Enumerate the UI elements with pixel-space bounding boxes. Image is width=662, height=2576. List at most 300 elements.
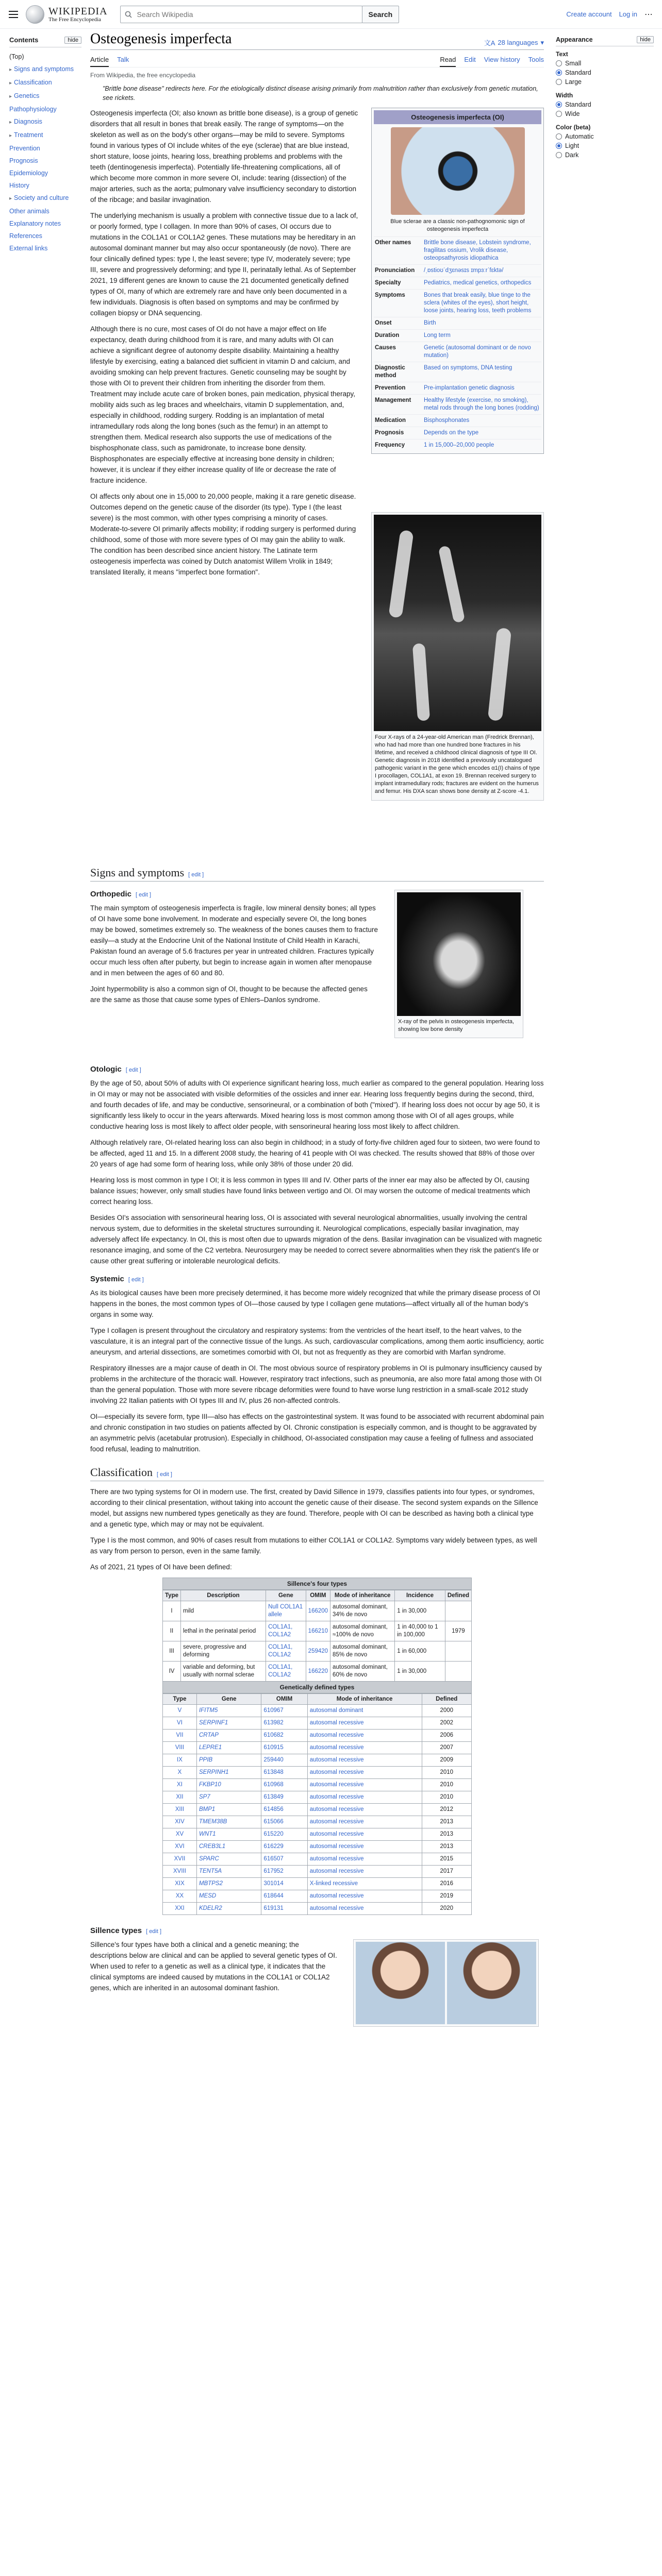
- table-cell-mode[interactable]: autosomal recessive: [307, 1903, 422, 1915]
- color-group: Color (beta) Automatic Light Dark: [556, 124, 654, 159]
- logo-wordmark: WIKIPEDIA: [48, 5, 108, 17]
- infobox-caption: Blue sclerae are a classic non-pathognomonic sign of osteogenesis imperfecta: [390, 218, 525, 232]
- table-cell-mode[interactable]: autosomal dominant: [307, 1705, 422, 1717]
- table-cell-gene[interactable]: TMEM38B: [196, 1816, 261, 1828]
- table-cell-omim[interactable]: 166200: [306, 1601, 330, 1621]
- toc-link[interactable]: Signs and symptoms: [14, 65, 74, 73]
- infobox-row: [374, 439, 541, 451]
- table-cell-mode: autosomal dominant, ≈100% de novo: [330, 1621, 395, 1641]
- table-cell-type: III: [163, 1641, 181, 1662]
- toc-item[interactable]: [9, 167, 81, 179]
- toc-link[interactable]: Explanatory notes: [9, 220, 61, 227]
- radio-icon[interactable]: [556, 101, 562, 108]
- sillence-types-paragraph: Sillence's four types have both a clinical and a genetic meaning; the descriptions below are clinical and can be applied to several genetic types of OI. When used to refer to a genetic as well as a clinical type, it indicates that the clinical symptoms are indeed caused by mutations in the COL1A1 or COL1A2 genes, which are inherited in an autosomal dominant fashion.: [90, 1941, 337, 1992]
- table-cell-omim[interactable]: 613982: [261, 1717, 307, 1730]
- xray-caption: Four X-rays of a 24-year-old American man (Fredrick Brennan), who had had more than one hundred bone fractures in his lifetime, and received a childhood clinical diagnosis of type III OI. Genetic diagnosis in 2018 identified a previously uncatalogued pathogenic variant in the gene which encodes α1(I) chains of type I procollagen, COL1A1, at exon 19. Brennan received surgery to implant intramedullary rods; fractures are evident on the humerus and femur. His DXA scan shows bone density at Z-score -4.1.: [375, 734, 540, 794]
- table-cell-mode[interactable]: X-linked recessive: [307, 1878, 422, 1890]
- chevron-right-icon[interactable]: ▸: [9, 80, 12, 86]
- table-row: [163, 1730, 472, 1742]
- radio-option[interactable]: [556, 69, 654, 76]
- main-menu-icon[interactable]: [5, 6, 22, 23]
- toc-item[interactable]: [9, 103, 81, 115]
- table-cell-mode[interactable]: autosomal recessive: [307, 1841, 422, 1853]
- table-caption: Genetically defined types: [162, 1681, 472, 1693]
- table-caption: Sillence's four types: [162, 1578, 472, 1590]
- edit-section-link[interactable]: [ edit ]: [128, 1277, 144, 1283]
- table-header: Gene: [196, 1694, 261, 1705]
- infobox-row: [374, 427, 541, 439]
- toc-link[interactable]: External links: [9, 245, 48, 252]
- table-cell-mode[interactable]: autosomal recessive: [307, 1742, 422, 1754]
- table-cell-def: 2006: [422, 1730, 472, 1742]
- toc-item[interactable]: [9, 76, 81, 90]
- table-cell-gene[interactable]: IFITM5: [196, 1705, 261, 1717]
- table-cell-type[interactable]: XIII: [163, 1804, 197, 1816]
- table-cell-mode[interactable]: autosomal recessive: [307, 1853, 422, 1866]
- table-cell-mode[interactable]: autosomal recessive: [307, 1791, 422, 1804]
- table-cell-gene[interactable]: Null COL1A1 allele: [266, 1601, 306, 1621]
- table-cell-def: 2007: [422, 1742, 472, 1754]
- toc-link[interactable]: Society and culture: [14, 194, 69, 201]
- table-cell-def: 2000: [422, 1705, 472, 1717]
- intro-paragraph: The underlying mechanism is usually a problem with connective tissue due to a lack of, or poorly formed, type I collagen. In more than 90% of cases, OI occurs due to mutations in the COL1A1 or COL1A2 genes. These mutations may be hereditary in an autosomal dominant manner but may also occur spontaneously (de novo). There are four clinically defined types: type I, the least severe; type IV, moderately severe; type III, severe and progressively deforming; and type II, perinatally lethal. As of September 2021, 19 different genes are known to cause the 21 documented genetically defined types of OI, many of which are extremely rare and have only been documented in a few individuals. Diagnosis is often based on symptoms and may be confirmed by collagen biopsy or DNA sequencing.: [90, 212, 358, 317]
- search-input[interactable]: [136, 10, 362, 19]
- toc-item[interactable]: [9, 205, 81, 217]
- table-cell-gene[interactable]: SERPINF1: [196, 1717, 261, 1730]
- appearance-hide-button[interactable]: hide: [637, 36, 654, 43]
- table-cell-gene[interactable]: SERPINH1: [196, 1767, 261, 1779]
- infobox-label: Duration: [375, 332, 400, 338]
- table-row: [163, 1816, 472, 1828]
- infobox-title: Osteogenesis imperfecta (OI): [374, 110, 541, 124]
- toc-item[interactable]: [9, 63, 81, 76]
- infobox-value[interactable]: Pre-implantation genetic diagnosis: [424, 385, 515, 391]
- table-cell-desc: lethal in the perinatal period: [181, 1621, 266, 1641]
- log-in-link[interactable]: Log in: [619, 10, 637, 18]
- infobox-label: Prognosis: [375, 430, 404, 436]
- table-row: [163, 1878, 472, 1890]
- table-header: OMIM: [306, 1590, 330, 1601]
- table-row: [163, 1641, 472, 1662]
- tab-tools[interactable]: Tools: [528, 56, 544, 63]
- table-cell-gene[interactable]: PPIB: [196, 1754, 261, 1767]
- table-row: [163, 1779, 472, 1791]
- tab-article[interactable]: Article: [90, 53, 109, 67]
- table-cell-type[interactable]: V: [163, 1705, 197, 1717]
- table-cell-def: 2019: [422, 1890, 472, 1903]
- table-row: [163, 1717, 472, 1730]
- width-group: Width Standard Wide: [556, 92, 654, 117]
- table-cell-mode[interactable]: autosomal recessive: [307, 1754, 422, 1767]
- radio-icon[interactable]: [556, 79, 562, 85]
- appearance-title: Appearance: [556, 36, 593, 43]
- wikipedia-logo[interactable]: [26, 5, 108, 24]
- pelvis-figure: [394, 890, 523, 1038]
- logo-tagline: The Free Encyclopedia: [48, 16, 102, 23]
- infobox-label: Management: [375, 397, 411, 403]
- infobox-value[interactable]: Healthy lifestyle (exercise, no smoking), metal rods through the long bones (rodding): [424, 397, 539, 411]
- table-cell-mode[interactable]: autosomal recessive: [307, 1828, 422, 1841]
- table-cell-type[interactable]: VII: [163, 1730, 197, 1742]
- table-cell-mode[interactable]: autosomal recessive: [307, 1890, 422, 1903]
- toc-item[interactable]: [9, 217, 81, 230]
- table-cell-desc: severe, progressive and deforming: [181, 1641, 266, 1662]
- appearance-panel: [556, 36, 654, 165]
- infobox-value[interactable]: Birth: [424, 320, 436, 326]
- table-row: [163, 1621, 472, 1641]
- table-cell-type[interactable]: IX: [163, 1754, 197, 1767]
- radio-option[interactable]: [556, 151, 654, 159]
- table-cell-mode: autosomal dominant, 85% de novo: [330, 1641, 395, 1662]
- table-header: Type: [163, 1694, 197, 1705]
- toc-link[interactable]: (Top): [9, 53, 24, 60]
- chevron-right-icon[interactable]: ▸: [9, 133, 12, 139]
- table-row: [163, 1601, 472, 1621]
- table-cell-mode[interactable]: autosomal recessive: [307, 1767, 422, 1779]
- table-cell-mode[interactable]: autosomal recessive: [307, 1779, 422, 1791]
- table-cell-type[interactable]: XIV: [163, 1816, 197, 1828]
- radio-icon[interactable]: [556, 152, 562, 158]
- radio-label: Standard: [565, 69, 591, 76]
- infobox-row: [374, 394, 541, 414]
- infobox-row: [374, 382, 541, 394]
- toc-item[interactable]: [9, 129, 81, 142]
- table-cell-omim[interactable]: 616229: [261, 1841, 307, 1853]
- toc-item[interactable]: [9, 192, 81, 205]
- toc-link[interactable]: Epidemiology: [9, 170, 48, 177]
- table-cell-omim[interactable]: 610967: [261, 1705, 307, 1717]
- table-row: [163, 1705, 472, 1717]
- table-cell-gene[interactable]: COL1A1, COL1A2: [266, 1662, 306, 1682]
- chevron-down-icon: ▾: [540, 38, 544, 46]
- table-cell-type[interactable]: XVI: [163, 1841, 197, 1853]
- table-cell-omim[interactable]: 613849: [261, 1791, 307, 1804]
- table-cell-type[interactable]: XI: [163, 1779, 197, 1791]
- tab-read[interactable]: Read: [440, 53, 456, 67]
- table-cell-omim[interactable]: 615220: [261, 1828, 307, 1841]
- table-cell-mode[interactable]: autosomal recessive: [307, 1730, 422, 1742]
- toc-item[interactable]: [9, 90, 81, 103]
- table-cell-type[interactable]: XIX: [163, 1878, 197, 1890]
- infobox-row: [374, 342, 541, 362]
- infobox-value[interactable]: Bisphosphonates: [424, 417, 470, 423]
- pelvis-caption: X-ray of the pelvis in osteogenesis imperfecta, showing low bone density: [398, 1019, 515, 1032]
- radio-label: Large: [565, 78, 582, 86]
- table-cell-type[interactable]: X: [163, 1767, 197, 1779]
- page-tabs: [90, 53, 544, 67]
- radio-icon[interactable]: [556, 70, 562, 76]
- table-cell-gene[interactable]: MBTPS2: [196, 1878, 261, 1890]
- tab-edit[interactable]: Edit: [464, 56, 476, 63]
- table-cell-type[interactable]: VI: [163, 1717, 197, 1730]
- infobox-value[interactable]: Pediatrics, medical genetics, orthopedics: [424, 280, 532, 286]
- table-cell-mode[interactable]: autosomal recessive: [307, 1866, 422, 1878]
- intro-paragraph: OI affects only about one in 15,000 to 20,000 people, making it a rare genetic disease. Outcomes depend on the genetic cause of the disorder (its type). Type I (the least severe) is the most common, with other types comprising a minority of cases. Moderate-to-severe OI primarily affects mobility; if rodding surgery is performed during childhood, some of those with more severe types of OI may gain the ability to walk. The condition has been described since ancient history. The Latinate term osteogenesis imperfecta was coined by Dutch anatomist Willem Vrolik in 1849; translated literally, it means "imperfect bone formation".: [90, 493, 356, 576]
- toc-link[interactable]: Diagnosis: [14, 118, 42, 125]
- chevron-right-icon[interactable]: ▸: [9, 120, 12, 125]
- pelvis-xray-image[interactable]: [397, 892, 521, 1016]
- infobox-label: Specialty: [375, 280, 401, 286]
- table-cell-omim[interactable]: 610968: [261, 1779, 307, 1791]
- table-header: OMIM: [261, 1694, 307, 1705]
- subsection-otologic: Otologic [ edit ]: [90, 1065, 141, 1074]
- infobox-label: Medication: [375, 417, 406, 423]
- infobox-label: Other names: [375, 240, 411, 246]
- toc-link[interactable]: History: [9, 182, 29, 189]
- tagline: From Wikipedia, the free encyclopedia: [90, 72, 196, 79]
- toc-link[interactable]: Prognosis: [9, 157, 38, 164]
- table-cell-gene[interactable]: WNT1: [196, 1828, 261, 1841]
- toc-hide-button[interactable]: hide: [64, 37, 81, 44]
- radio-label: Small: [565, 60, 582, 67]
- toc-link[interactable]: Other animals: [9, 208, 49, 215]
- table-cell-gene[interactable]: CRTAP: [196, 1730, 261, 1742]
- more-options-icon[interactable]: ⋯: [644, 10, 653, 19]
- otologic-paragraph: By the age of 50, about 50% of adults with OI experience significant hearing loss, much earlier as compared to the general population. Hearing loss in OI may or may not be associated with visible deformities of the ossicles and inner ear. Hearing loss frequently begins during the second, third, and fourth decades of life, and may be conductive, sensorineural, or a combination of both ("mixed"). If hearing loss does not occur by age 50, it is significantly less likely to occur in the years afterwards. Mixed hearing loss is most common among those with OI of all ages groups, while conductive hearing loss is most likely to affect older people, with sensorineural hearing loss most likely to affect children.: [90, 1079, 544, 1130]
- hatnote: "Brittle bone disease" redirects here. For the etiologically distinct disease arising primarily from malnutrition rather than exclusively from genetic mutation, see rickets.: [103, 85, 538, 101]
- toc-item[interactable]: [9, 242, 81, 255]
- table-cell-mode[interactable]: autosomal recessive: [307, 1816, 422, 1828]
- table-cell-gene[interactable]: COL1A1, COL1A2: [266, 1641, 306, 1662]
- table-row: [163, 1853, 472, 1866]
- radio-option[interactable]: [556, 110, 654, 117]
- radio-label: Automatic: [565, 133, 594, 140]
- radio-label: Dark: [565, 151, 579, 159]
- infobox-value[interactable]: Long term: [424, 332, 451, 338]
- intro-paragraph: Osteogenesis imperfecta (OI; also known as brittle bone disease), is a group of genetic disorders that all result in bones that break easily. The range of symptoms—on the skeleton as well as on the body's other organs—may be mild to severe. Symptoms found in various types of OI include whites of the eye (sclerae) that are blue instead, short stature, loose joints, hearing loss, breathing problems and problems with the teeth (dentinogenesis imperfecta). Potentially life-threatening complications, all of which become more common in more severe OI, include: tearing (dissection) of the major arteries, such as the aorta; pulmonary valve insufficiency secondary to distortion of the ribcage; and basilar invagination.: [90, 109, 358, 204]
- table-cell-mode: autosomal dominant, 60% de novo: [330, 1662, 395, 1682]
- table-cell-omim[interactable]: 617952: [261, 1866, 307, 1878]
- infobox-row: [374, 362, 541, 382]
- toc-link[interactable]: Prevention: [9, 145, 40, 152]
- orthopedic-paragraph: The main symptom of osteogenesis imperfecta is fragile, low mineral density bones; all types of OI have some bone involvement. In moderate and especially severe OI, the long bones may be bowed, sometimes extremely so. The weakness of the bones causes them to fracture easily—a study at the Endocrine Unit of the National Institute of Child Health in Karachi, Pakistan found an average of 5.6 fractures per year in untreated children. Fractures typically occur much less often after puberty, but begin to increase again in women after menopause and in men between the ages of 60 and 80.: [90, 904, 378, 977]
- infobox-row: [374, 277, 541, 289]
- user-links: [566, 9, 653, 20]
- edit-section-link[interactable]: [ edit ]: [136, 892, 152, 898]
- table-row: [163, 1841, 472, 1853]
- toc-item[interactable]: [9, 142, 81, 155]
- systemic-paragraph: As its biological causes have been more precisely determined, it has become more widely recognized that while the primary disease process of OI happens in the bones, the most common types of OI—those caused by type I collagen gene mutations—affect virtually all of the human body's organs in some way.: [90, 1289, 540, 1318]
- infobox-value[interactable]: Genetic (autosomal dominant or de novo mutation): [424, 345, 531, 359]
- otologic-paragraph: Although relatively rare, OI-related hearing loss can also begin in childhood; in a study of forty-five children aged four to sixteen, two were found to be affected, aged 11 and 15. In a different 2008 study, the hearing of 41 people with OI was checked. The results showed that 88% of those over 20 years of age had some form of hearing loss, while only 38% of those under 20 did.: [90, 1139, 540, 1168]
- table-cell-gene[interactable]: KDELR2: [196, 1903, 261, 1915]
- edit-section-link[interactable]: [ edit ]: [146, 1928, 162, 1935]
- table-cell-mode[interactable]: autosomal recessive: [307, 1717, 422, 1730]
- table-header: Type: [163, 1590, 181, 1601]
- globe-icon: [26, 5, 44, 24]
- table-cell-inc: 1 in 30,000: [395, 1662, 445, 1682]
- search-button[interactable]: Search: [362, 6, 400, 23]
- table-cell-omim[interactable]: 619131: [261, 1903, 307, 1915]
- infobox-label: Causes: [375, 345, 396, 351]
- toc-item[interactable]: [9, 50, 81, 63]
- table-cell-gene[interactable]: LEPRE1: [196, 1742, 261, 1754]
- radio-option[interactable]: [556, 142, 654, 149]
- language-count: 28 languages: [498, 39, 538, 46]
- chevron-right-icon[interactable]: ▸: [9, 94, 12, 99]
- section-heading-classification: Classification [ edit ]: [90, 1466, 544, 1481]
- table-cell-def: 2016: [422, 1878, 472, 1890]
- infobox-row: [374, 264, 541, 277]
- subsection-systemic: Systemic [ edit ]: [90, 1275, 144, 1283]
- infobox-label: Symptoms: [375, 292, 405, 298]
- table-row: [163, 1804, 472, 1816]
- table-cell-def: [445, 1662, 471, 1682]
- table-cell-omim[interactable]: 613848: [261, 1767, 307, 1779]
- table-header: Mode of inheritance: [307, 1694, 422, 1705]
- table-cell-type[interactable]: XVIII: [163, 1866, 197, 1878]
- classification-paragraph: There are two typing systems for OI in modern use. The first, created by David Sillence in 1979, classifies patients into four types, or syndromes, according to their clinical presentation, without taking into account the genetic cause of their disease. The second system expands on the Sillence model, but assigns new numbered types genetically as they are found. Therefore, people with OI can be described as having both a clinical type and a genetic type, which may or may not be equivalent.: [90, 1488, 538, 1528]
- infobox-value[interactable]: /ˌɒstioʊˈdʒɛnəsɪs ɪmpɜːrˈfɛktə/: [424, 267, 504, 274]
- table-cell-omim[interactable]: 166210: [306, 1621, 330, 1641]
- table-cell-type: IV: [163, 1662, 181, 1682]
- table-cell-def: 2013: [422, 1841, 472, 1853]
- toc-item[interactable]: [9, 115, 81, 129]
- chevron-right-icon[interactable]: ▸: [9, 196, 12, 201]
- infobox-label: Frequency: [375, 442, 405, 448]
- table-cell-gene[interactable]: FKBP10: [196, 1779, 261, 1791]
- infobox-row: [374, 236, 541, 264]
- table-cell-def: [445, 1641, 471, 1662]
- table-cell-omim[interactable]: 610915: [261, 1742, 307, 1754]
- table-cell-type[interactable]: XV: [163, 1828, 197, 1841]
- radio-icon[interactable]: [556, 111, 562, 117]
- radio-icon[interactable]: [556, 60, 562, 66]
- table-cell-def: 1979: [445, 1621, 471, 1641]
- table-cell-omim[interactable]: 259420: [306, 1641, 330, 1662]
- table-cell-gene[interactable]: BMP1: [196, 1804, 261, 1816]
- infobox-value[interactable]: 1 in 15,000–20,000 people: [424, 442, 494, 448]
- orthopedic-paragraph: Joint hypermobility is also a common sign of OI, thought to be because the affected genes are the same as those that cause some types of Ehlers–Danlos syndrome.: [90, 985, 368, 1004]
- table-row: [163, 1767, 472, 1779]
- table-row: [163, 1662, 472, 1682]
- toc-link[interactable]: Classification: [14, 79, 52, 86]
- translate-icon: 文A: [484, 39, 495, 47]
- table-cell-omim[interactable]: 301014: [261, 1878, 307, 1890]
- table-cell-omim[interactable]: 616507: [261, 1853, 307, 1866]
- genetic-types-table: [162, 1681, 472, 1915]
- table-cell-def: [445, 1601, 471, 1621]
- search-box: [120, 6, 362, 23]
- text-size-group: Text Small Standard Large: [556, 50, 654, 86]
- radio-icon[interactable]: [556, 143, 562, 149]
- table-cell-omim[interactable]: 614856: [261, 1804, 307, 1816]
- main-content: [90, 31, 544, 1998]
- table-cell-def: 2010: [422, 1767, 472, 1779]
- table-cell-def: 2020: [422, 1903, 472, 1915]
- subsection-sillence-types: Sillence types [ edit ]: [90, 1926, 162, 1935]
- intro-paragraph: Although there is no cure, most cases of OI do not have a major effect on life expectancy, death during childhood from it is rare, and many adults with OI can achieve a significant degree of autonomy despite disability. Maintaining a healthy lifestyle by exercising, eating a balanced diet sufficient in vitamin D and calcium, and avoiding smoking can help prevent fractures. Genetic counseling may be sought by those with OI to prevent their children from inheriting the disorder from them. Treatment may include acute care of broken bones, pain medication, physical therapy, mobility aids such as leg braces and wheelchairs, vitamin D supplementation, and, especially in childhood, rodding surgery. Rodding is an implantation of metal intramedullary rods along the long bones (such as the femur) in an attempt to strengthen them. Medical research also supports the use of medications of the bisphosphonate class, such as pamidronate, to increase bone density. Bisphosphonates are especially effective at increasing bone density in children; however, it is unclear if they either increase quality of life or decrease the rate of fracture incidence.: [90, 325, 356, 484]
- table-cell-type[interactable]: XII: [163, 1791, 197, 1804]
- table-cell-gene[interactable]: SPARC: [196, 1853, 261, 1866]
- table-row: [163, 1903, 472, 1915]
- edit-section-link[interactable]: [ edit ]: [125, 1067, 141, 1073]
- toc-link[interactable]: Genetics: [14, 92, 40, 99]
- toc-item[interactable]: [9, 155, 81, 167]
- infobox-row: [374, 317, 541, 329]
- toc-item[interactable]: [9, 230, 81, 242]
- table-cell-type[interactable]: XX: [163, 1890, 197, 1903]
- table-header: Description: [181, 1590, 266, 1601]
- radio-option[interactable]: [556, 78, 654, 86]
- table-of-contents: [9, 36, 81, 255]
- radio-label: Standard: [565, 101, 591, 108]
- chevron-right-icon[interactable]: ▸: [9, 67, 12, 73]
- table-cell-type[interactable]: XXI: [163, 1903, 197, 1915]
- table-cell-omim[interactable]: 618644: [261, 1890, 307, 1903]
- toc-item[interactable]: [9, 179, 81, 192]
- table-cell-omim[interactable]: 610682: [261, 1730, 307, 1742]
- table-cell-omim[interactable]: 259440: [261, 1754, 307, 1767]
- table-cell-def: 2015: [422, 1853, 472, 1866]
- page-title: Osteogenesis imperfecta: [90, 31, 232, 47]
- table-cell-mode[interactable]: autosomal recessive: [307, 1804, 422, 1816]
- create-account-link[interactable]: Create account: [566, 10, 612, 18]
- infobox-value[interactable]: Based on symptoms, DNA testing: [424, 365, 512, 371]
- table-cell-desc: mild: [181, 1601, 266, 1621]
- language-button[interactable]: [484, 38, 544, 47]
- table-header: Mode of inheritance: [330, 1590, 395, 1601]
- section-heading-signs: Signs and symptoms [ edit ]: [90, 866, 544, 882]
- table-cell-mode: autosomal dominant, 34% de novo: [330, 1601, 395, 1621]
- table-cell-gene[interactable]: COL1A1, COL1A2: [266, 1621, 306, 1641]
- infobox-value[interactable]: Bones that break easily, blue tinge to the sclera (whites of the eyes), short height, loose joints, hearing loss, teeth problems: [424, 292, 532, 314]
- infobox-label: Prevention: [375, 385, 406, 391]
- table-cell-gene[interactable]: MESD: [196, 1890, 261, 1903]
- blue-sclera-image[interactable]: [391, 127, 525, 215]
- radio-option[interactable]: [556, 101, 654, 108]
- toc-link[interactable]: Pathophysiology: [9, 106, 57, 113]
- table-cell-omim[interactable]: 166220: [306, 1662, 330, 1682]
- table-cell-type[interactable]: XVII: [163, 1853, 197, 1866]
- patient-photo[interactable]: [447, 1942, 536, 2024]
- infobox-label: Onset: [375, 320, 392, 326]
- table-row: [163, 1791, 472, 1804]
- edit-section-link[interactable]: [ edit ]: [156, 1471, 172, 1478]
- otologic-paragraph: Hearing loss is most common in type I OI; it is less common in types III and IV. Other parts of the inner ear may also be affected by OI, causing balance issues; however, only small studies have found links between vertigo and OI. OI may worsen the outcome of medical treatments which correct hearing loss.: [90, 1176, 531, 1206]
- table-cell-gene[interactable]: CREB3L1: [196, 1841, 261, 1853]
- table-cell-def: 2012: [422, 1804, 472, 1816]
- table-cell-omim[interactable]: 615066: [261, 1816, 307, 1828]
- infobox-label: Pronunciation: [375, 267, 415, 274]
- infobox: [371, 108, 544, 454]
- table-cell-def: 2013: [422, 1828, 472, 1841]
- xray-image[interactable]: [374, 515, 541, 731]
- toc-link[interactable]: Treatment: [14, 131, 43, 139]
- search-icon: [121, 11, 136, 18]
- table-cell-type[interactable]: VIII: [163, 1742, 197, 1754]
- table-cell-inc: 1 in 30,000: [395, 1601, 445, 1621]
- infobox-value[interactable]: Depends on the type: [424, 430, 479, 436]
- tab-view-history[interactable]: View history: [484, 56, 520, 63]
- systemic-paragraph: OI—especially its severe form, type III—also has effects on the gastrointestinal system. It was found to be associated with recurrent abdominal pain and chronic constipation in two studies on patients affected by OI. Chronic constipation is especially common, and is thought to be aggravated by an asymmetric pelvis (acetabular protrusion). Especially in childhood, OI-associated constipation may cause a feeling of fullness and associated food refusal, leading to malnutrition.: [90, 1413, 544, 1453]
- patient-photo[interactable]: [356, 1942, 445, 2024]
- classification-paragraph: Type I is the most common, and 90% of cases result from mutations to either COL1A1 or COL1A2. Symptoms vary widely between types, as well as vary from person to person, even in the same family.: [90, 1536, 537, 1555]
- tab-talk[interactable]: Talk: [117, 56, 129, 63]
- radio-icon[interactable]: [556, 133, 562, 140]
- table-cell-gene[interactable]: SP7: [196, 1791, 261, 1804]
- table-cell-type: II: [163, 1621, 181, 1641]
- infobox-label: Diagnostic method: [375, 365, 405, 379]
- table-row: [163, 1866, 472, 1878]
- radio-option[interactable]: [556, 60, 654, 67]
- infobox-value[interactable]: Brittle bone disease, Lobstein syndrome, fragilitas ossium, Vrolik disease, osteopsathyrosis idiopathica: [424, 240, 531, 261]
- toc-link[interactable]: References: [9, 232, 42, 240]
- radio-option[interactable]: [556, 133, 654, 140]
- infobox-row: [374, 329, 541, 342]
- table-cell-gene[interactable]: TENT5A: [196, 1866, 261, 1878]
- edit-section-link[interactable]: [ edit ]: [188, 872, 204, 878]
